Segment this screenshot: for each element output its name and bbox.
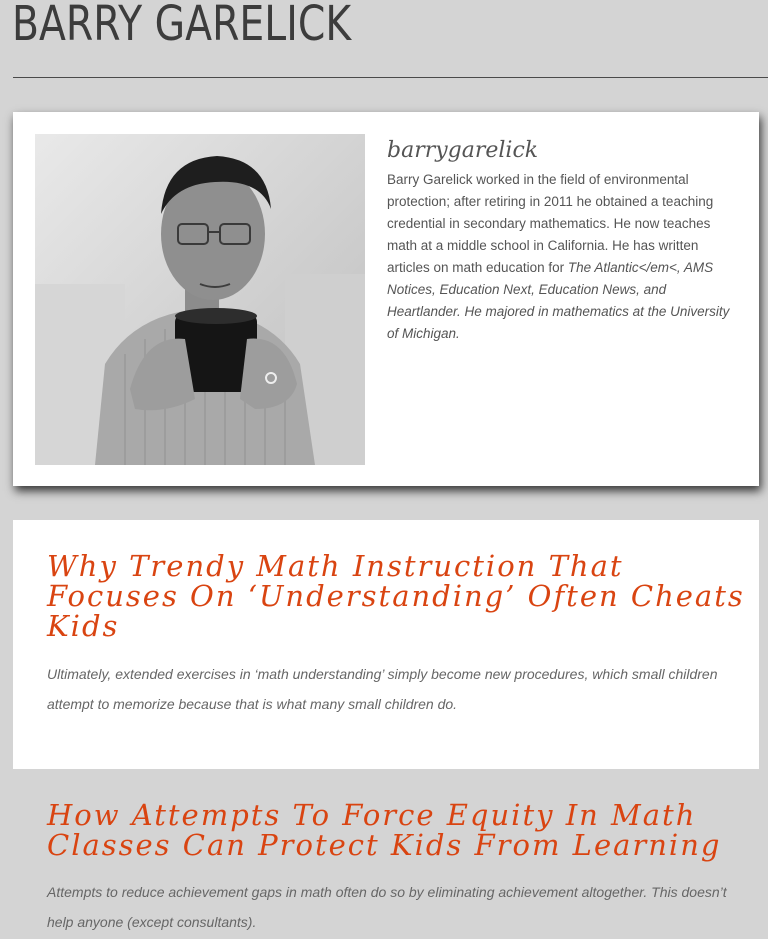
author-bio-paragraph [387,169,732,345]
author-bio-card [13,112,759,486]
header-divider [13,77,768,78]
post-card-2 [13,790,759,939]
bio-text-italic: The Atlantic</em<, AMS Notices, Education Next, Education News, and Heartlander. He majored in mathematics at the University of Michigan. [387,260,730,341]
post-card-1 [13,520,759,769]
post-excerpt: Ultimately, extended exercises in ‘math understanding’ simply become new procedures, which small children attempt to memorize because that is what many small children do. [47,666,718,712]
author-avatar [35,134,365,465]
author-bio [387,138,732,345]
post-title-link[interactable]: How Attempts To Force Equity In Math Classes Can Protect Kids From Learning [47,798,722,862]
post-excerpt: Attempts to reduce achievement gaps in math often do so by eliminating achievement altogether. This doesn’t help anyone (except consultants). [47,884,727,930]
post-title-link[interactable]: Why Trendy Math Instruction That Focuses On ‘Understanding’ Often Cheats Kids [47,549,745,643]
bio-text-plain: Barry Garelick worked in the field of environmental protection; after retiring in 2011 he obtained a teaching credential in secondary mathematics. He now teaches math at a middle school in California. He has written articles on math education for [387,172,714,275]
author-handle: barrygarelick [387,138,539,163]
author-name-heading: BARRY GARELICK [12,0,352,52]
